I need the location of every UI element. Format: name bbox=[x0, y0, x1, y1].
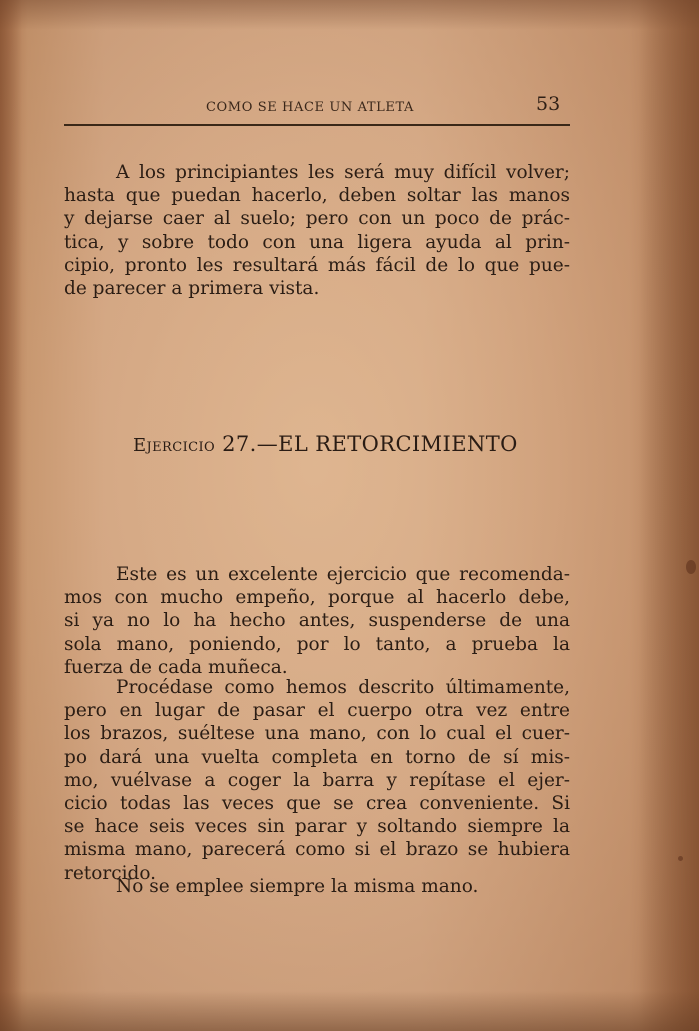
text-line: tica, y sobre todo con una ligera ayuda al prin- bbox=[64, 231, 570, 253]
text-line: misma mano, parecerá como si el brazo se hubiera bbox=[64, 839, 570, 861]
text-line: de parecer a primera vista. bbox=[64, 278, 320, 300]
text-line: A los principiantes les será muy difícil volver; bbox=[116, 162, 570, 183]
text-line: Este es un excelente ejercicio que recomenda- bbox=[116, 564, 570, 585]
text-line: No se emplee siempre la misma mano. bbox=[116, 876, 479, 897]
paragraph-1 bbox=[64, 161, 570, 300]
header-rule bbox=[64, 124, 570, 126]
text-line: se hace seis veces sin parar y soltando siempre la bbox=[64, 816, 570, 838]
text-line: pero en lugar de pasar el cuerpo otra vez entre bbox=[64, 700, 570, 722]
text-line: fuerza de cada muñeca. bbox=[64, 656, 288, 678]
page-edge-shadow-top bbox=[0, 0, 699, 30]
paragraph-3 bbox=[64, 676, 570, 885]
text-line: po dará una vuelta completa en torno de sí mis- bbox=[64, 746, 570, 768]
text-line: cipio, pronto les resultará más fácil de lo que pue- bbox=[64, 254, 570, 276]
paragraph-4 bbox=[64, 875, 570, 898]
page-edge-shadow-bottom bbox=[0, 991, 699, 1031]
text-line: y dejarse caer al suelo; pero con un poco de prác- bbox=[64, 208, 570, 230]
exercise-heading bbox=[133, 432, 518, 456]
exercise-title: 27.—EL RETORCIMIENTO bbox=[222, 432, 518, 456]
page-edge-shadow-left bbox=[0, 0, 22, 1031]
text-line: cicio todas las veces que se crea conveniente. Si bbox=[64, 793, 570, 815]
paragraph-2 bbox=[64, 563, 570, 679]
exercise-label: Ejercicio bbox=[133, 435, 216, 456]
text-line: mo, vuélvase a coger la barra y repítase el ejer- bbox=[64, 769, 570, 791]
text-line: si ya no lo ha hecho antes, suspenderse de una bbox=[64, 610, 570, 632]
text-line: Procédase como hemos descrito últimamente, bbox=[116, 677, 570, 698]
text-line: mos con mucho empeño, porque al hacerlo debe, bbox=[64, 587, 570, 609]
paper-stain bbox=[678, 856, 683, 861]
page-edge-shadow-right bbox=[639, 0, 699, 1031]
running-title: COMO SE HACE UN ATLETA bbox=[206, 100, 415, 115]
text-line: sola mano, poniendo, por lo tanto, a prueba la bbox=[64, 633, 570, 655]
text-line: los brazos, suéltese una mano, con lo cual el cuer- bbox=[64, 723, 570, 745]
text-line: retorcido. bbox=[64, 862, 157, 884]
text-line: hasta que puedan hacerlo, deben soltar las manos bbox=[64, 185, 570, 207]
page-number: 53 bbox=[536, 93, 561, 115]
paper-stain bbox=[686, 560, 696, 574]
